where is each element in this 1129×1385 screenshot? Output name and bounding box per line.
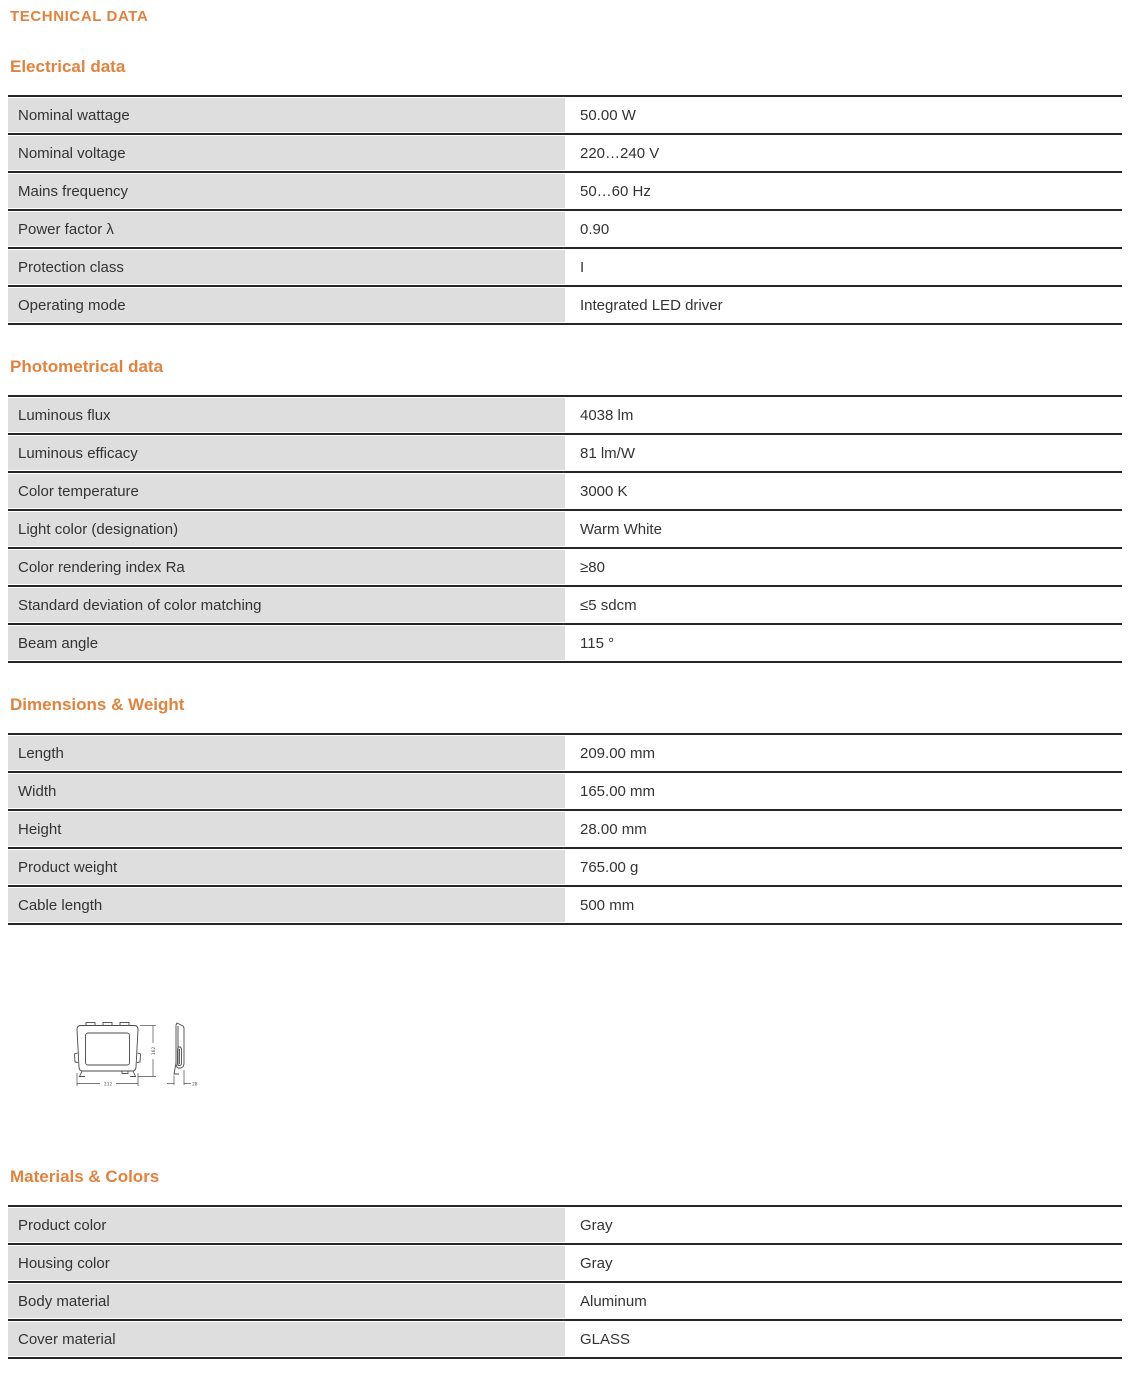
row-label: Nominal wattage — [8, 98, 565, 132]
side-depth-dim-label: 28 — [192, 1082, 198, 1088]
table-row-inner — [8, 98, 1122, 132]
row-label: Housing color — [8, 1246, 565, 1280]
table-row — [8, 733, 1122, 771]
row-value: ≥80 — [565, 550, 1122, 584]
section-heading-photometrical: Photometrical data — [10, 357, 164, 376]
row-value: 165.00 mm — [565, 774, 1122, 808]
row-value: I — [565, 250, 1122, 284]
table-row — [8, 1319, 1122, 1357]
row-label: Beam angle — [8, 626, 565, 660]
photometrical-data-table — [8, 395, 1122, 663]
table-row-inner — [8, 1322, 1122, 1356]
table-row-inner — [8, 626, 1122, 660]
row-label: Product weight — [8, 850, 565, 884]
row-value: Gray — [565, 1208, 1122, 1242]
row-value: 4038 lm — [565, 398, 1122, 432]
row-value: ≤5 sdcm — [565, 588, 1122, 622]
section-dimensions — [8, 695, 1122, 925]
dimensions-weight-table — [8, 733, 1122, 925]
materials-colors-table — [8, 1205, 1122, 1359]
table-row — [8, 1281, 1122, 1319]
row-label: Standard deviation of color matching — [8, 588, 565, 622]
table-row-inner — [8, 174, 1122, 208]
row-label: Mains frequency — [8, 174, 565, 208]
table-row — [8, 885, 1122, 923]
table-row — [8, 471, 1122, 509]
row-label: Light color (designation) — [8, 512, 565, 546]
front-view — [75, 1023, 141, 1077]
table-row-inner — [8, 588, 1122, 622]
table-row-inner — [8, 288, 1122, 322]
table-row-inner — [8, 212, 1122, 246]
section-heading-dimensions: Dimensions & Weight — [10, 695, 185, 714]
row-label: Color rendering index Ra — [8, 550, 565, 584]
table-row-inner — [8, 136, 1122, 170]
row-value: 3000 K — [565, 474, 1122, 508]
page-title: TECHNICAL DATA — [10, 8, 149, 25]
table-row — [8, 209, 1122, 247]
table-row — [8, 95, 1122, 133]
row-value: 0.90 — [565, 212, 1122, 246]
table-row-inner — [8, 1208, 1122, 1242]
row-value: Aluminum — [565, 1284, 1122, 1318]
table-row — [8, 171, 1122, 209]
row-value: Gray — [565, 1246, 1122, 1280]
table-row — [8, 433, 1122, 471]
table-row-inner — [8, 774, 1122, 808]
table-row — [8, 547, 1122, 585]
row-label: Power factor λ — [8, 212, 565, 246]
front-view-dimension-lines — [77, 1026, 156, 1087]
section-materials — [8, 1167, 1122, 1359]
row-label: Luminous efficacy — [8, 436, 565, 470]
row-label: Product color — [8, 1208, 565, 1242]
table-row — [8, 133, 1122, 171]
table-row-inner — [8, 436, 1122, 470]
row-value: Integrated LED driver — [565, 288, 1122, 322]
table-row-inner — [8, 1246, 1122, 1280]
table-row-inner — [8, 850, 1122, 884]
table-row-inner — [8, 812, 1122, 846]
section-photometrical — [8, 357, 1122, 663]
technical-drawing — [64, 1013, 1122, 1103]
table-row-inner — [8, 736, 1122, 770]
row-label: Cable length — [8, 888, 565, 922]
table-row-inner — [8, 1284, 1122, 1318]
row-label: Body material — [8, 1284, 565, 1318]
side-view-dimension-lines — [167, 1070, 191, 1085]
row-label: Nominal voltage — [8, 136, 565, 170]
section-heading-materials: Materials & Colors — [10, 1167, 160, 1186]
row-label: Operating mode — [8, 288, 565, 322]
table-row-inner — [8, 888, 1122, 922]
front-width-dim-label: 212 — [103, 1082, 113, 1088]
row-value: 28.00 mm — [565, 812, 1122, 846]
table-row-inner — [8, 250, 1122, 284]
table-row — [8, 1243, 1122, 1281]
row-label: Luminous flux — [8, 398, 565, 432]
row-value: 50…60 Hz — [565, 174, 1122, 208]
front-height-dim-label: 162 — [151, 1046, 157, 1056]
section-heading-electrical: Electrical data — [10, 57, 126, 76]
table-row — [8, 285, 1122, 323]
side-view — [174, 1023, 184, 1074]
row-value: 50.00 W — [565, 98, 1122, 132]
row-value: 81 lm/W — [565, 436, 1122, 470]
row-value: 209.00 mm — [565, 736, 1122, 770]
electrical-data-table — [8, 95, 1122, 325]
table-row — [8, 771, 1122, 809]
table-row — [8, 809, 1122, 847]
table-row-inner — [8, 398, 1122, 432]
row-label: Width — [8, 774, 565, 808]
table-row-inner — [8, 550, 1122, 584]
dimension-drawing-svg — [64, 1013, 214, 1103]
row-value: 115 ° — [565, 626, 1122, 660]
table-row — [8, 395, 1122, 433]
row-value: GLASS — [565, 1322, 1122, 1356]
row-label: Cover material — [8, 1322, 565, 1356]
row-label: Length — [8, 736, 565, 770]
table-row — [8, 585, 1122, 623]
table-row-inner — [8, 512, 1122, 546]
row-label: Height — [8, 812, 565, 846]
table-row — [8, 247, 1122, 285]
row-value: 765.00 g — [565, 850, 1122, 884]
row-value: 220…240 V — [565, 136, 1122, 170]
table-row — [8, 623, 1122, 661]
row-value: Warm White — [565, 512, 1122, 546]
row-value: 500 mm — [565, 888, 1122, 922]
table-row — [8, 1205, 1122, 1243]
table-row-inner — [8, 474, 1122, 508]
row-label: Protection class — [8, 250, 565, 284]
row-label: Color temperature — [8, 474, 565, 508]
table-row — [8, 847, 1122, 885]
table-row — [8, 509, 1122, 547]
section-electrical — [8, 57, 1122, 325]
